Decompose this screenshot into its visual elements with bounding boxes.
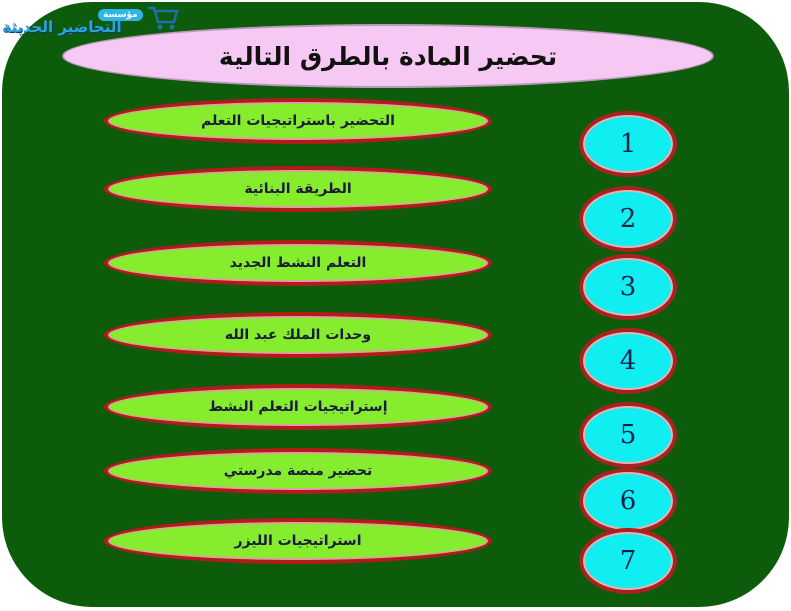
number-label: 6 xyxy=(619,486,637,516)
option-label: الطريقة البنائية xyxy=(244,181,352,197)
number-button-4[interactable] xyxy=(579,328,677,394)
option-button-1[interactable] xyxy=(104,98,492,144)
option-label: تحضير منصة مدرستي xyxy=(223,463,373,479)
number-label: 4 xyxy=(619,346,637,376)
number-button-2[interactable] xyxy=(579,186,677,252)
option-label: وحدات الملك عبد الله xyxy=(224,327,372,343)
option-label: التحضير باستراتيجيات التعلم xyxy=(201,113,395,129)
number-label: 7 xyxy=(619,546,637,576)
number-button-7[interactable] xyxy=(579,528,677,594)
logo-name: التحاضير الحديثة xyxy=(2,18,122,36)
number-button-3[interactable] xyxy=(579,254,677,320)
title-banner xyxy=(62,24,714,88)
number-label: 3 xyxy=(619,272,637,302)
page-title: تحضير المادة بالطرق التالية xyxy=(218,41,558,71)
number-label: 5 xyxy=(619,420,637,450)
number-button-1[interactable] xyxy=(579,111,677,177)
option-label: استراتيجيات الليزر xyxy=(234,533,362,549)
number-label: 2 xyxy=(619,204,637,234)
option-button-6[interactable] xyxy=(104,448,492,494)
number-label: 1 xyxy=(619,129,637,159)
cart-icon xyxy=(146,2,180,32)
option-button-7[interactable] xyxy=(104,518,492,564)
logo-badge: مؤسسة xyxy=(98,9,143,21)
option-label: التعلم النشط الجديد xyxy=(229,255,367,271)
number-button-6[interactable] xyxy=(579,468,677,534)
option-button-4[interactable] xyxy=(104,312,492,358)
number-button-5[interactable] xyxy=(579,402,677,468)
option-button-3[interactable] xyxy=(104,240,492,286)
option-label: إستراتيجيات التعلم النشط xyxy=(208,399,388,415)
option-button-2[interactable] xyxy=(104,166,492,212)
option-button-5[interactable] xyxy=(104,384,492,430)
